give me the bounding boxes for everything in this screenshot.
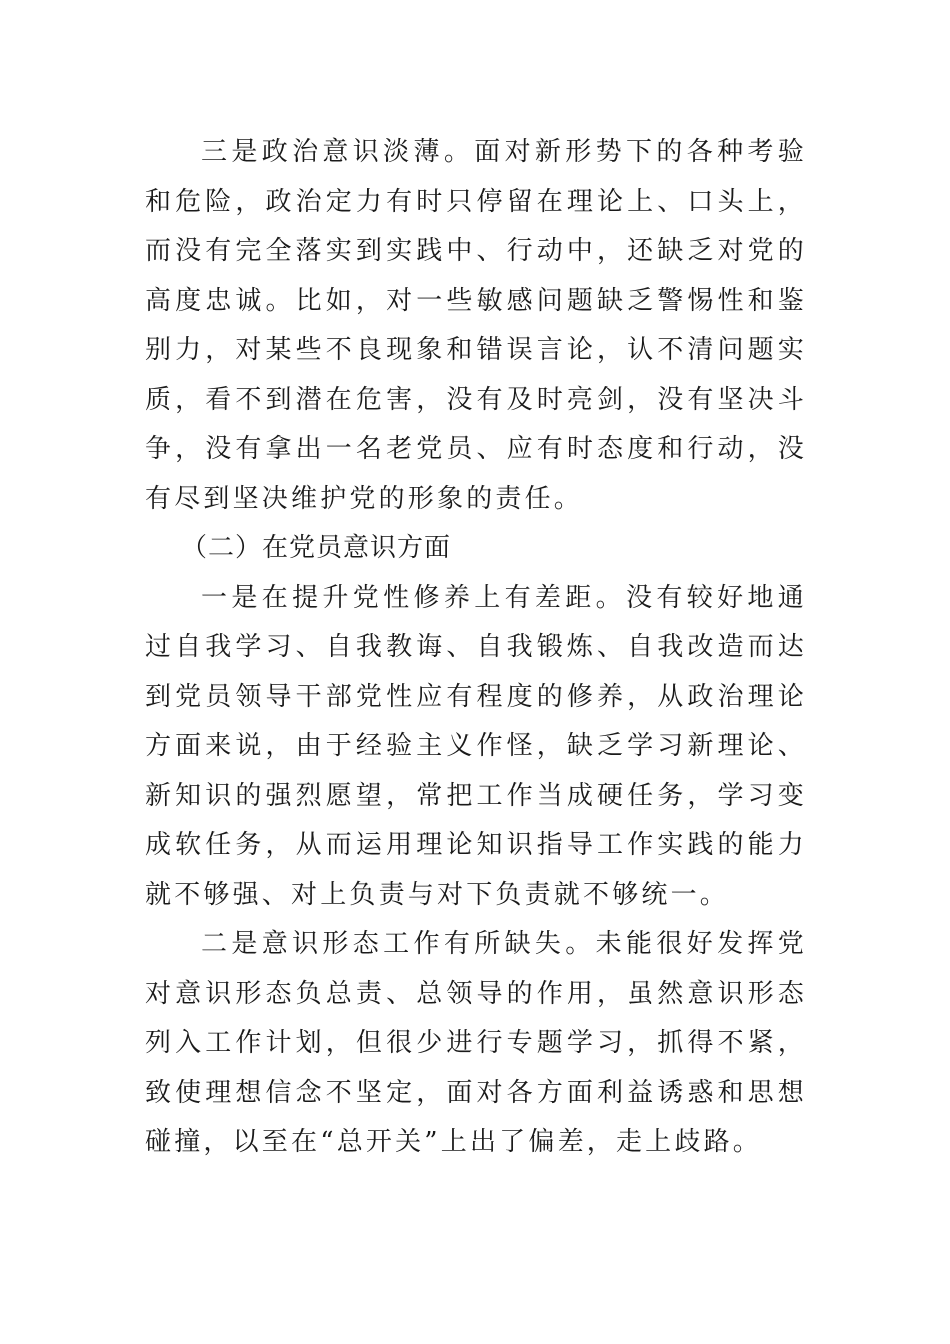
paragraph-political-awareness: 三是政治意识淡薄。面对新形势下的各种考验和危险，政治定力有时只停留在理论上、口头上，而没有完全落实到实践中、行动中，还缺乏对党的高度忠诚。比如，对一些敏感问题缺乏警惕性和鉴别力，对某些不良现象和错误言论，认不清问题实质，看不到潜在危害，没有及时亮剑，没有坚决斗争，没有拿出一名老党员、应有时态度和行动，没有尽到坚决维护党的形象的责任。: [145, 137, 807, 514]
document-body: [145, 128, 807, 1168]
paragraph-ideology-work: 二是意识形态工作有所缺失。未能很好发挥党对意识形态负总责、总领导的作用，虽然意识形态列入工作计划，但很少进行专题学习，抓得不紧，致使理想信念不坚定，面对各方面利益诱惑和思想碰撞，以至在“总开关”上出了偏差，走上歧路。: [145, 929, 807, 1157]
paragraph-party-spirit: 一是在提升党性修养上有差距。没有较好地通过自我学习、自我教诲、自我锻炼、自我改造而达到党员领导干部党性应有程度的修养，从政治理论方面来说，由于经验主义作怪，缺乏学习新理论、新知识的强烈愿望，常把工作当成硬任务，学习变成软任务，从而运用理论知识指导工作实践的能力就不够强、对上负责与对下负责就不够统一。: [145, 582, 807, 910]
section-heading-party-member-awareness: （二）在党员意识方面: [181, 533, 452, 563]
